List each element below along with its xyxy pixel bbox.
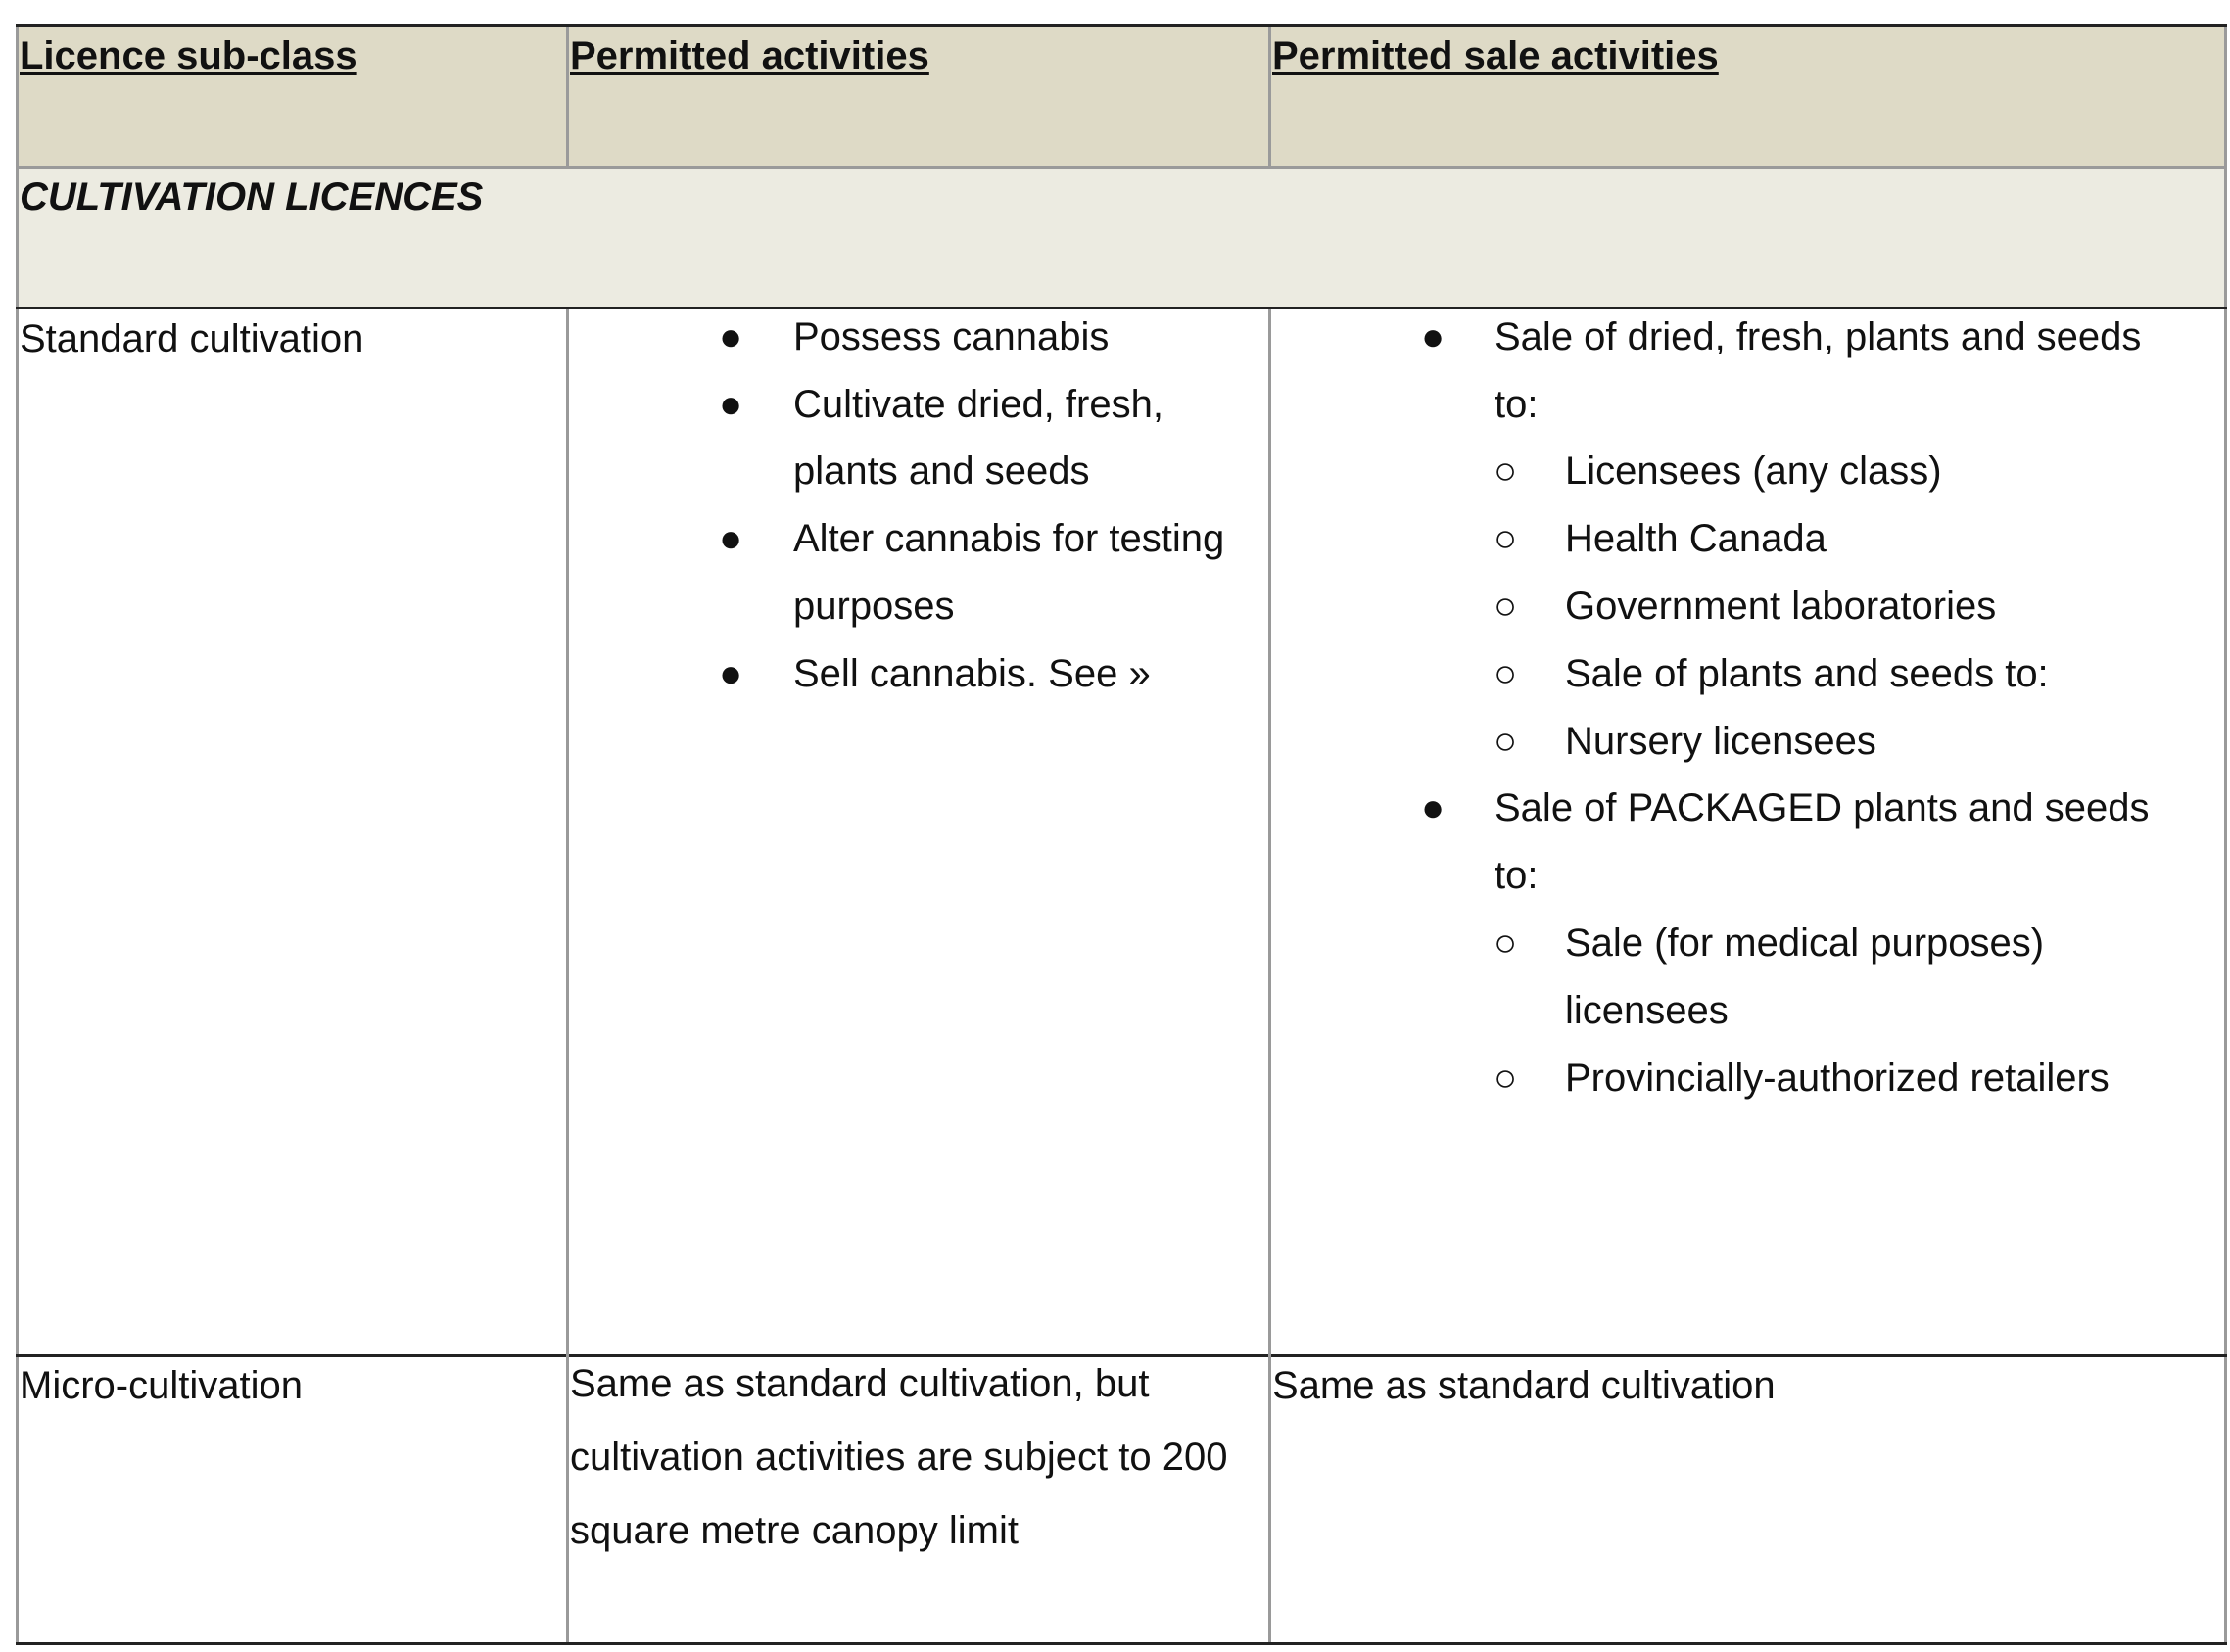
- list-item: Alter cannabis for testing: [793, 517, 1225, 560]
- sub-list-item-continuation: licensees: [1565, 989, 1729, 1032]
- list-item-continuation: purposes: [793, 585, 955, 628]
- sub-list-item: Government laboratories: [1565, 585, 1997, 628]
- sub-list-item: Health Canada: [1565, 517, 1827, 560]
- section-title: CULTIVATION LICENCES: [20, 175, 484, 218]
- paragraph-line: Same as standard cultivation, but: [570, 1362, 1150, 1405]
- sub-bullet-icon: ○: [1494, 517, 1518, 560]
- header-permitted-sale-activities: Permitted sale activities: [1272, 34, 1719, 77]
- list-item: Sale of PACKAGED plants and seeds: [1495, 786, 2150, 829]
- column-divider-2-body: [1268, 309, 1271, 1642]
- sub-bullet-icon: ○: [1494, 921, 1518, 965]
- list-item: Cultivate dried, fresh,: [793, 383, 1163, 426]
- row2-subclass: Micro-cultivation: [20, 1364, 303, 1407]
- sub-bullet-icon: ○: [1494, 585, 1518, 628]
- sub-list-item: Sale of plants and seeds to:: [1565, 652, 2049, 695]
- bullet-icon: ●: [1421, 786, 1446, 829]
- column-divider-2-header: [1268, 27, 1271, 166]
- section-bottom-border: [16, 307, 2227, 309]
- row2-sale: Same as standard cultivation: [1272, 1364, 1776, 1407]
- table-bottom-border: [16, 1642, 2227, 1645]
- bullet-icon: ●: [719, 315, 743, 358]
- sub-bullet-icon: ○: [1494, 449, 1518, 493]
- list-item: Possess cannabis: [793, 315, 1110, 358]
- bullet-icon: ●: [719, 652, 743, 695]
- bullet-icon: ●: [1421, 315, 1446, 358]
- header-bottom-border: [16, 166, 2227, 169]
- paragraph-line: square metre canopy limit: [570, 1509, 1019, 1552]
- list-item[interactable]: Sell cannabis. See »: [793, 652, 1151, 695]
- sub-bullet-icon: ○: [1494, 1057, 1518, 1100]
- list-item-continuation: to:: [1495, 854, 1539, 897]
- sub-list-item: Sale (for medical purposes): [1565, 921, 2045, 965]
- column-divider-1-header: [566, 27, 569, 166]
- table-top-border: [16, 24, 2227, 27]
- header-licence-subclass: Licence sub-class: [20, 34, 357, 77]
- sub-bullet-icon: ○: [1494, 720, 1518, 763]
- bullet-icon: ●: [719, 517, 743, 560]
- header-permitted-activities: Permitted activities: [570, 34, 929, 77]
- sub-list-item: Provincially-authorized retailers: [1565, 1057, 2110, 1100]
- sub-list-item: Licensees (any class): [1565, 449, 1942, 493]
- sub-list-item: Nursery licensees: [1565, 720, 1876, 763]
- list-item-continuation: plants and seeds: [793, 449, 1090, 493]
- list-item-continuation: to:: [1495, 383, 1539, 426]
- list-item: Sale of dried, fresh, plants and seeds: [1495, 315, 2142, 358]
- row1-bottom-border: [16, 1354, 2227, 1357]
- bullet-icon: ●: [719, 383, 743, 426]
- sub-bullet-icon: ○: [1494, 652, 1518, 695]
- row1-subclass: Standard cultivation: [20, 317, 364, 360]
- paragraph-line: cultivation activities are subject to 200: [570, 1436, 1228, 1479]
- column-divider-1-body: [566, 309, 569, 1642]
